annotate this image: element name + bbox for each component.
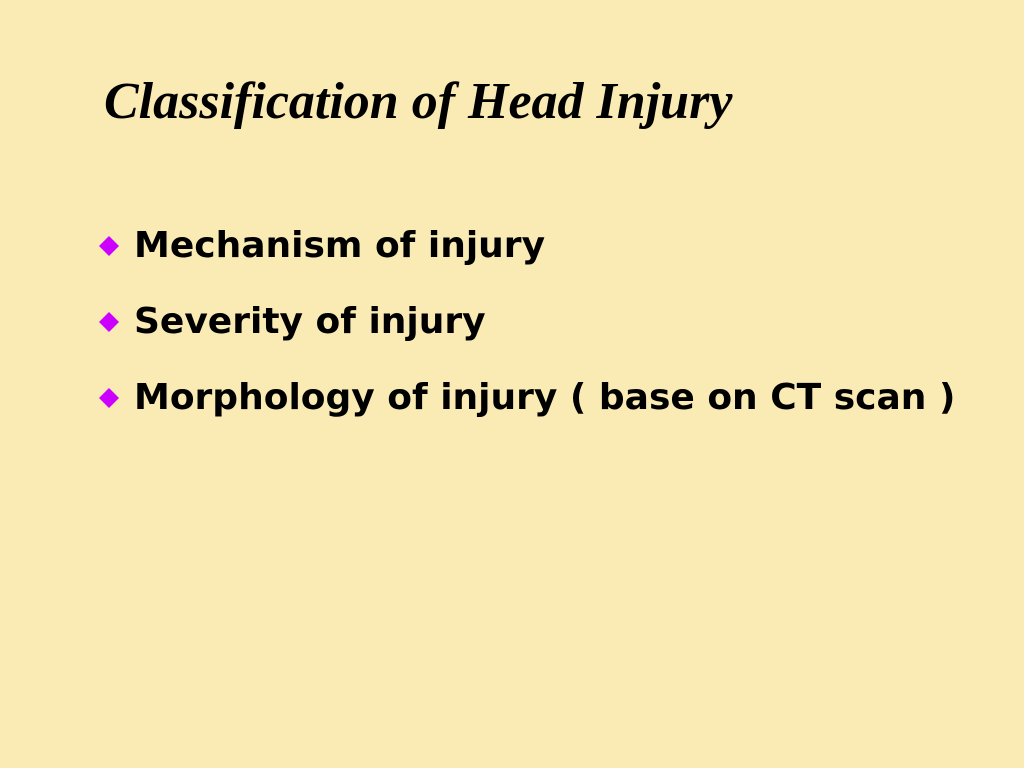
- bullet-text: Severity of injury: [134, 301, 486, 342]
- bullet-list: [96, 222, 955, 450]
- bullet-item-morphology: [96, 374, 955, 422]
- bullet-item-mechanism: [96, 222, 955, 270]
- bullet-text: Mechanism of injury: [134, 225, 546, 266]
- diamond-icon: [96, 374, 122, 422]
- diamond-icon: [96, 222, 122, 270]
- diamond-icon: [96, 298, 122, 346]
- bullet-item-severity: [96, 298, 955, 346]
- slide-title: Classification of Head Injury: [104, 73, 733, 130]
- bullet-text: Morphology of injury ( base on CT scan ): [134, 377, 956, 418]
